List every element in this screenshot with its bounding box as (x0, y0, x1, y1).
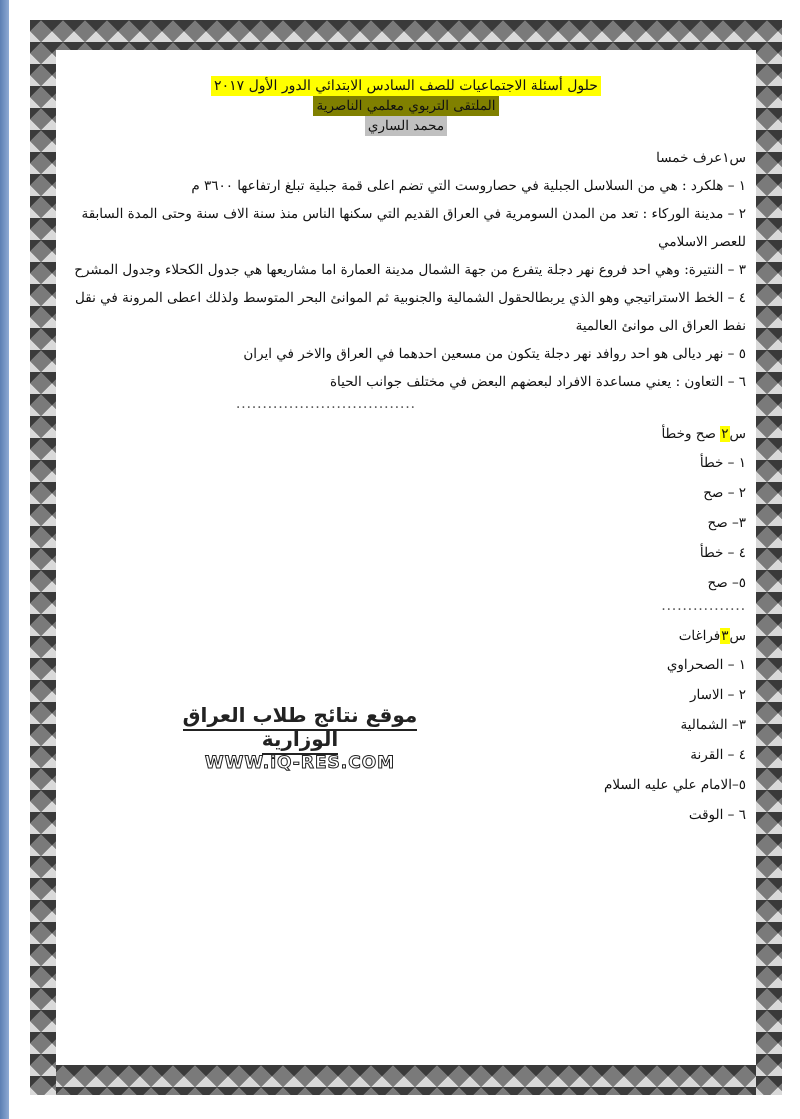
question-1-item: ٥ – نهر ديالى هو احد روافد نهر دجلة يتكون من مسعين احدهما في العراق والاخر في ايران (243, 346, 746, 362)
question-3-answer: ٥–الامام علي عليه السلام (604, 777, 746, 793)
question-2-answer: ٣– صح (707, 515, 746, 531)
separator-dots: .................................. (236, 396, 416, 412)
q3-suffix: فراغات (678, 628, 721, 644)
watermark-url: WWW.iQ-RES.COM (204, 753, 396, 773)
title-text: حلول أسئلة الاجتماعيات للصف السادس الابتدائي الدور الأول ٢٠١٧ (211, 76, 601, 96)
question-3-answer: ٦ – الوقت (688, 807, 746, 823)
question-2-answer: ٤ – خطأ (699, 545, 746, 561)
q2-number: ٢ (721, 426, 729, 442)
question-2-answer: ٢ – صح (703, 485, 746, 501)
decorative-border-top (30, 20, 782, 50)
q3-prefix: س (729, 628, 746, 644)
decorative-border-bottom (30, 1065, 782, 1095)
question-3-answer: ٤ – القرنة (690, 747, 746, 763)
document-subtitle (66, 98, 746, 114)
question-3-label (66, 622, 746, 650)
question-1-item: ١ – هلكرد : هي من السلاسل الجبلية في حصاروست التي تضم اعلى قمة جبلية تبلغ ارتفاعها ٣٦٠٠ م (191, 178, 746, 194)
subtitle-text: الملتقى التربوي معلمي الناصرية (313, 96, 498, 116)
decorative-border-left (30, 20, 56, 1095)
watermark-arabic-text: موقع نتائج طلاب العراق الوزارية (183, 703, 418, 755)
document-body (66, 78, 746, 1068)
separator-dots (66, 598, 746, 614)
question-1-item: ٦ – التعاون : يعني مساعدة الافراد لبعضهم البعض في مختلف جوانب الحياة (329, 374, 746, 390)
question-2-label (66, 420, 746, 448)
question-1-label: س١عرف خمسا (656, 150, 746, 166)
q2-prefix: س (729, 426, 746, 442)
site-watermark (150, 703, 450, 773)
question-1-item: ٤ – الخط الاستراتيجي وهو الذي يربطالحقول الشمالية والجنوبية ثم الموانئ البحر المتوسط ولذلك اعطى المرونة في نقل نفط العراق الى موانئ العالمية (75, 290, 746, 334)
document-page (30, 20, 782, 1095)
q3-number: ٣ (721, 628, 729, 644)
author-text: محمد الساري (365, 116, 447, 136)
q2-suffix: صح وخطأ (661, 426, 721, 442)
watermark-arabic (150, 703, 450, 751)
question-3-answer: ٣– الشمالية (680, 717, 746, 733)
question-1-item: ٢ – مدينة الوركاء : تعد من المدن السومرية في العراق القديم التي سكنها الناس منذ سنة الاف سنة وحتى المدة السابقة للعصر الاسلامي (81, 206, 746, 250)
question-2-answer: ١ – خطأ (699, 455, 746, 471)
question-1-item: ٣ – النتيرة: وهي احد فروع نهر دجلة يتفرع من جهة الشمال مدينة العمارة اما مشاريعها هي جدول الكحلاء وجدول المشرح (74, 262, 746, 278)
window-edge-strip (0, 0, 9, 1119)
document-author (66, 118, 746, 134)
question-3-answer: ١ – الصحراوي (666, 657, 746, 673)
question-3-answer: ٢ – الاسار (690, 687, 746, 703)
separator-dots-text: ................ (661, 598, 746, 614)
document-title (66, 78, 746, 94)
question-2-answer: ٥– صح (707, 575, 746, 591)
decorative-border-right (756, 20, 782, 1095)
